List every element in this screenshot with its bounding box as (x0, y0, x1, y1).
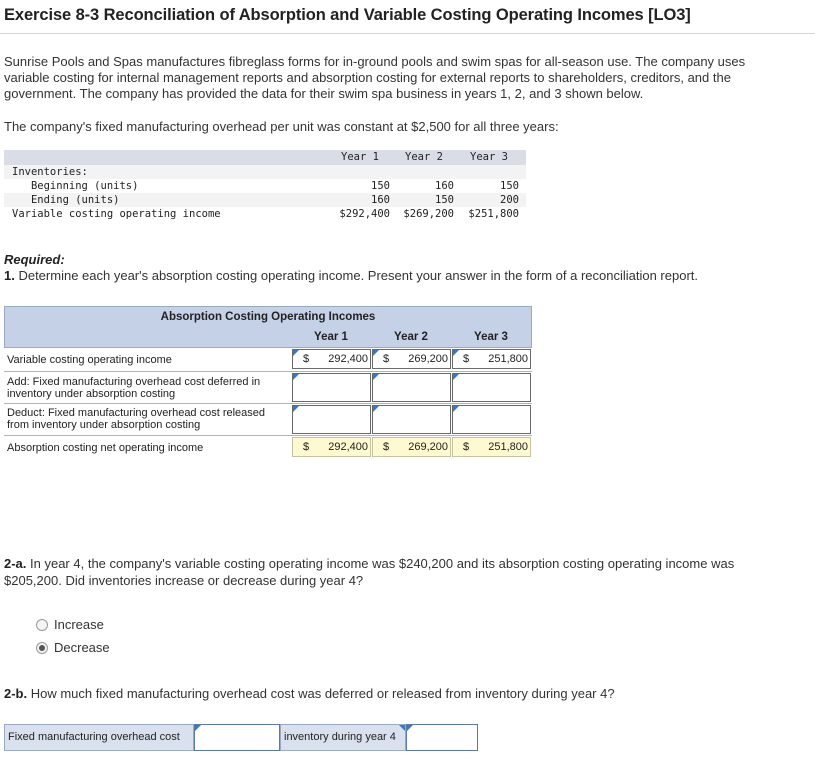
inventory-year-4-label[interactable] (280, 724, 406, 751)
table-row (4, 165, 526, 179)
header-year-1: Year 1 (341, 151, 379, 163)
input-marker (293, 374, 299, 380)
deferred-year-1-input[interactable] (292, 373, 371, 402)
question-2b-number: 2-b. (4, 686, 28, 701)
question-2a-line-2: $205,200. Did inventories increase or decrease during year 4? (4, 573, 364, 588)
absorption-table-caption: Absorption Costing Operating Incomes (4, 306, 532, 326)
input-marker (195, 725, 201, 731)
option-label[interactable]: Increase (54, 617, 104, 632)
cell-value: 150 (435, 194, 454, 206)
row-label: Absorption costing net operating income (7, 442, 204, 454)
intro-line-2: variable costing for internal management reports and absorption costing for external reports to shareholders, creditors, and the (4, 70, 731, 85)
header-year-2: Year 2 (394, 331, 428, 343)
header-year-2: Year 2 (405, 151, 443, 163)
radio-unchecked-icon[interactable] (36, 619, 48, 631)
fixed-overhead-statement: The company's fixed manufacturing overhead per unit was constant at $2,500 for all three years: (4, 119, 559, 134)
inventory-year-4-amount-input[interactable] (406, 724, 478, 751)
input-marker (373, 374, 379, 380)
given-data-table (4, 150, 526, 221)
row-label: Variable costing operating income (7, 354, 172, 366)
input-marker (293, 350, 299, 356)
input-marker (407, 725, 413, 731)
row-label-line-2: inventory under absorption costing (7, 388, 176, 400)
question-2b (4, 686, 615, 701)
table-row (4, 348, 532, 372)
released-year-3-input[interactable] (452, 405, 531, 434)
cell-value: $251,800 (468, 208, 519, 220)
row-label: Beginning (units) (12, 180, 139, 192)
table-row (4, 436, 532, 460)
released-year-1-input[interactable] (292, 405, 371, 434)
question-2a-number: 2-a. (4, 556, 27, 571)
input-marker (373, 350, 379, 356)
cell-value: 269,200 (408, 441, 448, 453)
table-row (4, 207, 526, 221)
absorption-income-year-2 (372, 437, 451, 457)
dollar-sign: $ (303, 353, 310, 365)
header-year-3: Year 3 (470, 151, 508, 163)
dollar-sign: $ (463, 353, 470, 365)
absorption-costing-table (4, 306, 532, 460)
cell-value: 292,400 (328, 353, 368, 365)
given-data-header (4, 150, 526, 165)
input-marker (373, 406, 379, 412)
option-decrease[interactable] (36, 640, 110, 655)
row-label-line-1: Deduct: Fixed manufacturing overhead cost released (7, 407, 266, 419)
question-2b-text: How much fixed manufacturing overhead cost was deferred or released from inventory during year 4? (27, 686, 615, 701)
released-year-2-input[interactable] (372, 405, 451, 434)
table-row (4, 193, 526, 207)
table-row (4, 372, 532, 404)
cell-value: 200 (500, 194, 519, 206)
option-label[interactable]: Decrease (54, 640, 110, 655)
input-marker (293, 406, 299, 412)
input-marker (453, 350, 459, 356)
cell-value: 269,200 (408, 353, 448, 365)
variable-income-year-1-input[interactable] (292, 349, 371, 369)
intro-line-1: Sunrise Pools and Spas manufactures fibreglass forms for in-ground pools and swim spas for all-season use. The company uses (4, 54, 746, 69)
table-row (4, 179, 526, 193)
header-year-1: Year 1 (314, 331, 348, 343)
cell-value: 251,800 (488, 441, 528, 453)
question-1 (4, 268, 698, 283)
cell-value: $269,200 (403, 208, 454, 220)
dropdown-marker-icon (399, 725, 405, 731)
table-row (4, 404, 532, 436)
row-label: Inventories: (12, 166, 88, 178)
input-marker (453, 406, 459, 412)
option-increase[interactable] (36, 617, 104, 632)
cell-value: 150 (500, 180, 519, 192)
absorption-table-header (4, 326, 532, 348)
row-label-line-2: from inventory under absorption costing (7, 419, 201, 431)
dollar-sign: $ (383, 441, 390, 453)
fixed-overhead-amount-input[interactable] (194, 724, 280, 751)
radio-checked-icon[interactable] (36, 642, 48, 654)
required-heading: Required: (4, 252, 65, 267)
row-label (7, 376, 260, 400)
absorption-income-year-3 (452, 437, 531, 457)
question-1-text: Determine each year's absorption costing operating income. Present your answer in the form of a reconciliation report. (14, 268, 699, 283)
cell-value: 160 (371, 194, 390, 206)
deferred-year-3-input[interactable] (452, 373, 531, 402)
row-label (7, 407, 265, 431)
cell-value: 251,800 (488, 353, 528, 365)
cell-value: 292,400 (328, 441, 368, 453)
intro-line-3: government. The company has provided the data for their swim spa business in years 1, 2, and 3 shown below. (4, 86, 644, 101)
cell-value: 160 (435, 180, 454, 192)
fixed-overhead-label: Fixed manufacturing overhead cost (4, 724, 194, 751)
cell-value: 150 (371, 180, 390, 192)
row-label: Ending (units) (12, 194, 120, 206)
page-title: Exercise 8-3 Reconciliation of Absorption and Variable Costing Operating Incomes [LO3] (4, 6, 691, 24)
title-divider (0, 33, 815, 34)
variable-income-year-3-input[interactable] (452, 349, 531, 369)
dollar-sign: $ (383, 353, 390, 365)
header-year-3: Year 3 (474, 331, 508, 343)
absorption-income-year-1 (292, 437, 371, 457)
input-marker (453, 374, 459, 380)
row-label-line-1: Add: Fixed manufacturing overhead cost deferred in (7, 376, 261, 388)
row-label: Variable costing operating income (12, 208, 221, 220)
dollar-sign: $ (463, 441, 470, 453)
deferred-year-2-input[interactable] (372, 373, 451, 402)
cell-value: $292,400 (339, 208, 390, 220)
deferred-released-select[interactable]: inventory during year 4 (284, 731, 396, 743)
dollar-sign: $ (303, 441, 310, 453)
question-1-number: 1. (4, 268, 15, 283)
variable-income-year-2-input[interactable] (372, 349, 451, 369)
question-2a (4, 555, 812, 589)
question-2a-line-1: In year 4, the company's variable costing operating income was $240,200 and its absorption costing operating income was (26, 556, 735, 571)
